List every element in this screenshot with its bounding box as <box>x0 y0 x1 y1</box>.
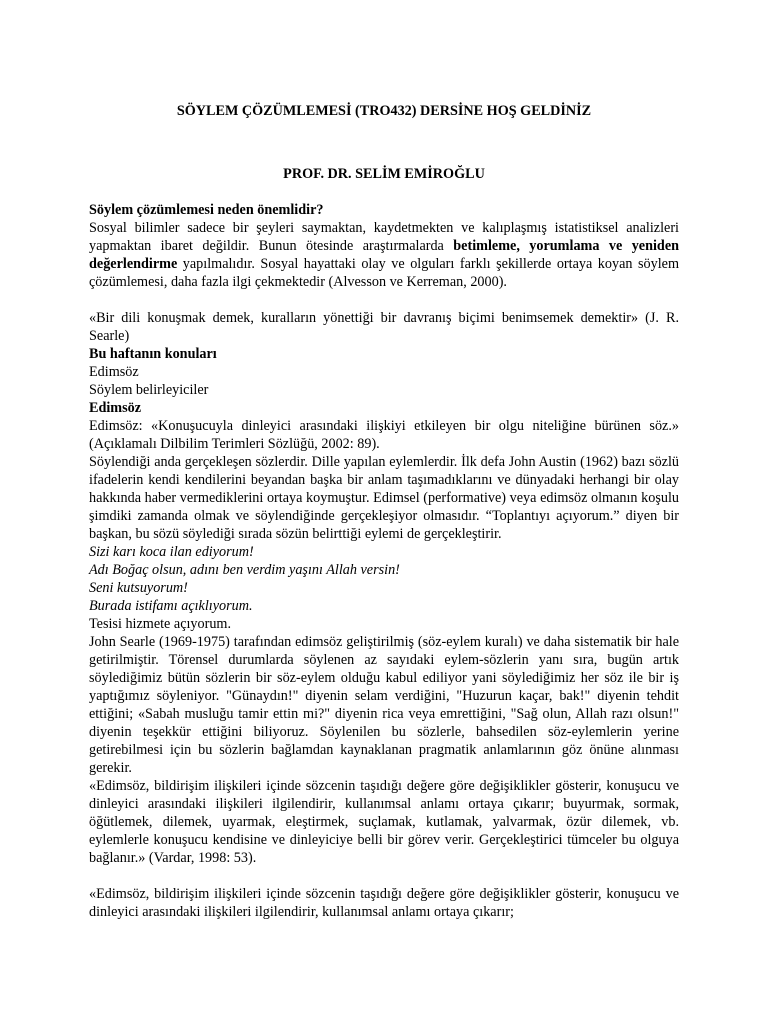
edimsoz-definition: Edimsöz: «Konuşucuyla dinleyici arasındaki ilişkiyi etkileyen bir olgu niteliğine bürünen söz.» (Açıklamalı Dilbilim Terimleri Sözlüğü, 2002: 89). <box>89 418 679 452</box>
topic-item: Edimsöz <box>89 364 139 380</box>
topic-item: Söylem belirleyiciler <box>89 382 209 398</box>
edimsoz-heading: Edimsöz <box>89 400 142 416</box>
topics-heading: Bu haftanın konuları <box>89 346 217 362</box>
why-paragraph-bold: betimleme, yorumlama ve yeniden değerlendirme <box>89 238 680 272</box>
document-title: SÖYLEM ÇÖZÜMLEMESİ (TRO432) DERSİNE HOŞ GELDİNİZ <box>176 103 592 119</box>
example-sentence: Seni kutsuyorum! <box>89 580 188 596</box>
spacer <box>89 867 679 885</box>
example-sentence: Sizi karı koca ilan ediyorum! <box>89 544 254 560</box>
why-paragraph-part2: yapılmalıdır. Sosyal hayattaki olay ve olguları farklı şekillerde ortaya koyan söylem çözümlemesi, daha fazla ilgi çekmektedir (Alvesson ve Kerreman, 2000). <box>89 256 679 290</box>
why-heading: Söylem çözümlemesi neden önemlidir? <box>89 202 324 218</box>
spacer <box>89 291 679 309</box>
vardar-quote: «Edimsöz, bildirişim ilişkileri içinde sözcenin taşıdığı değere göre değişiklikler gösterir, konuşucu ve dinleyici arasındaki ilişkileri ilgilendirir, kullanımsal anlamı ortaya çıkarır; buyurmak, sormak, öğütlemek, dilemek, uyarmak, eleştirmek, suçlamak, kutlamak, yalvarmak, özür dilemek, vb. eylemlerle konuşucu kendisine ve dinleyiciye belli bir görev verir. Gerçekleştirici tümceler bu olguya bağlanır.» (Vardar, 1998: 53). <box>89 778 679 866</box>
example-sentence: Adı Boğaç olsun, adını ben verdim yaşını Allah versin! <box>89 562 400 578</box>
example-sentence: Burada istifamı açıklıyorum. <box>89 598 253 614</box>
document-author: PROF. DR. SELİM EMİROĞLU <box>283 166 485 182</box>
edimsoz-paragraph: Söylendiği anda gerçekleşen sözlerdir. Dille yapılan eylemlerdir. İlk defa John Austin (1962) bazı sözlü ifadelerin kendi kendilerini beyandan başka bir anlam taşımadıklarını ve dünyadaki herhangi bir olay hakkında haber vermediklerini ortaya koymuştur. Edimsel (performative) veya edimsöz olmanın koşulu şimdiki zamanda olmak ve söylendiğinde gerçekleşiyor olmasıdır. “Toplantıyı açıyorum.” diyen bir başkan, bu sözü söylediği sırada sözün belirttiği eylemi de gerçekleştirir. <box>89 454 679 542</box>
searle-paragraph: John Searle (1969-1975) tarafından edimsöz geliştirilmiş (söz-eylem kuralı) ve daha sistematik bir hale getirilmiştir. Törensel durumlarda söylenen az sayıdaki eylem-sözlerin yanı sıra, bugün artık söylediğimiz bütün sözlerin bir söz-eylem olduğu kabul ediliyor yani söylediğimiz her söz ile bir iş yaptığımız söyleniyor. "Günaydın!" diyenin selam verdiğini, "Huzurun kaçar, bak!" diyenin tehdit ettiğini; «Sabah musluğu tamir ettin mi?" diyenin rica veya emrettiğini, "Sağ olun, Allah razı olsun!" diyenin teşekkür ettiğini biliyoruz. Söylenilen bu sözlerle, bahsedilen söz-eylemlerin yerine getirebilmesi için bu sözlerin bağlamdan kaynaklanan pragmatik anlamlarının göz önüne alınması gerekir. <box>89 634 679 776</box>
document-page <box>89 102 679 921</box>
why-paragraph-part1: Sosyal bilimler sadece bir şeyleri saymaktan, kaydetmekten ve kalıplaşmış istatistiksel analizleri yapmaktan ibaret değildir. Bunun ötesinde araştırmalarda <box>89 220 679 254</box>
example-sentence-plain: Tesisi hizmete açıyorum. <box>89 616 232 632</box>
vardar-quote-repeat: «Edimsöz, bildirişim ilişkileri içinde sözcenin taşıdığı değere göre değişiklikler gösterir, konuşucu ve dinleyici arasındaki ilişkileri ilgilendirir, kullanımsal anlamı ortaya çıkarır; <box>89 886 679 920</box>
why-section <box>89 201 679 291</box>
why-paragraph <box>89 219 679 291</box>
searle-quote: «Bir dili konuşmak demek, kuralların yönettiği bir davranış biçimi benimsemek demektir» (J. R. Searle) <box>89 310 679 344</box>
